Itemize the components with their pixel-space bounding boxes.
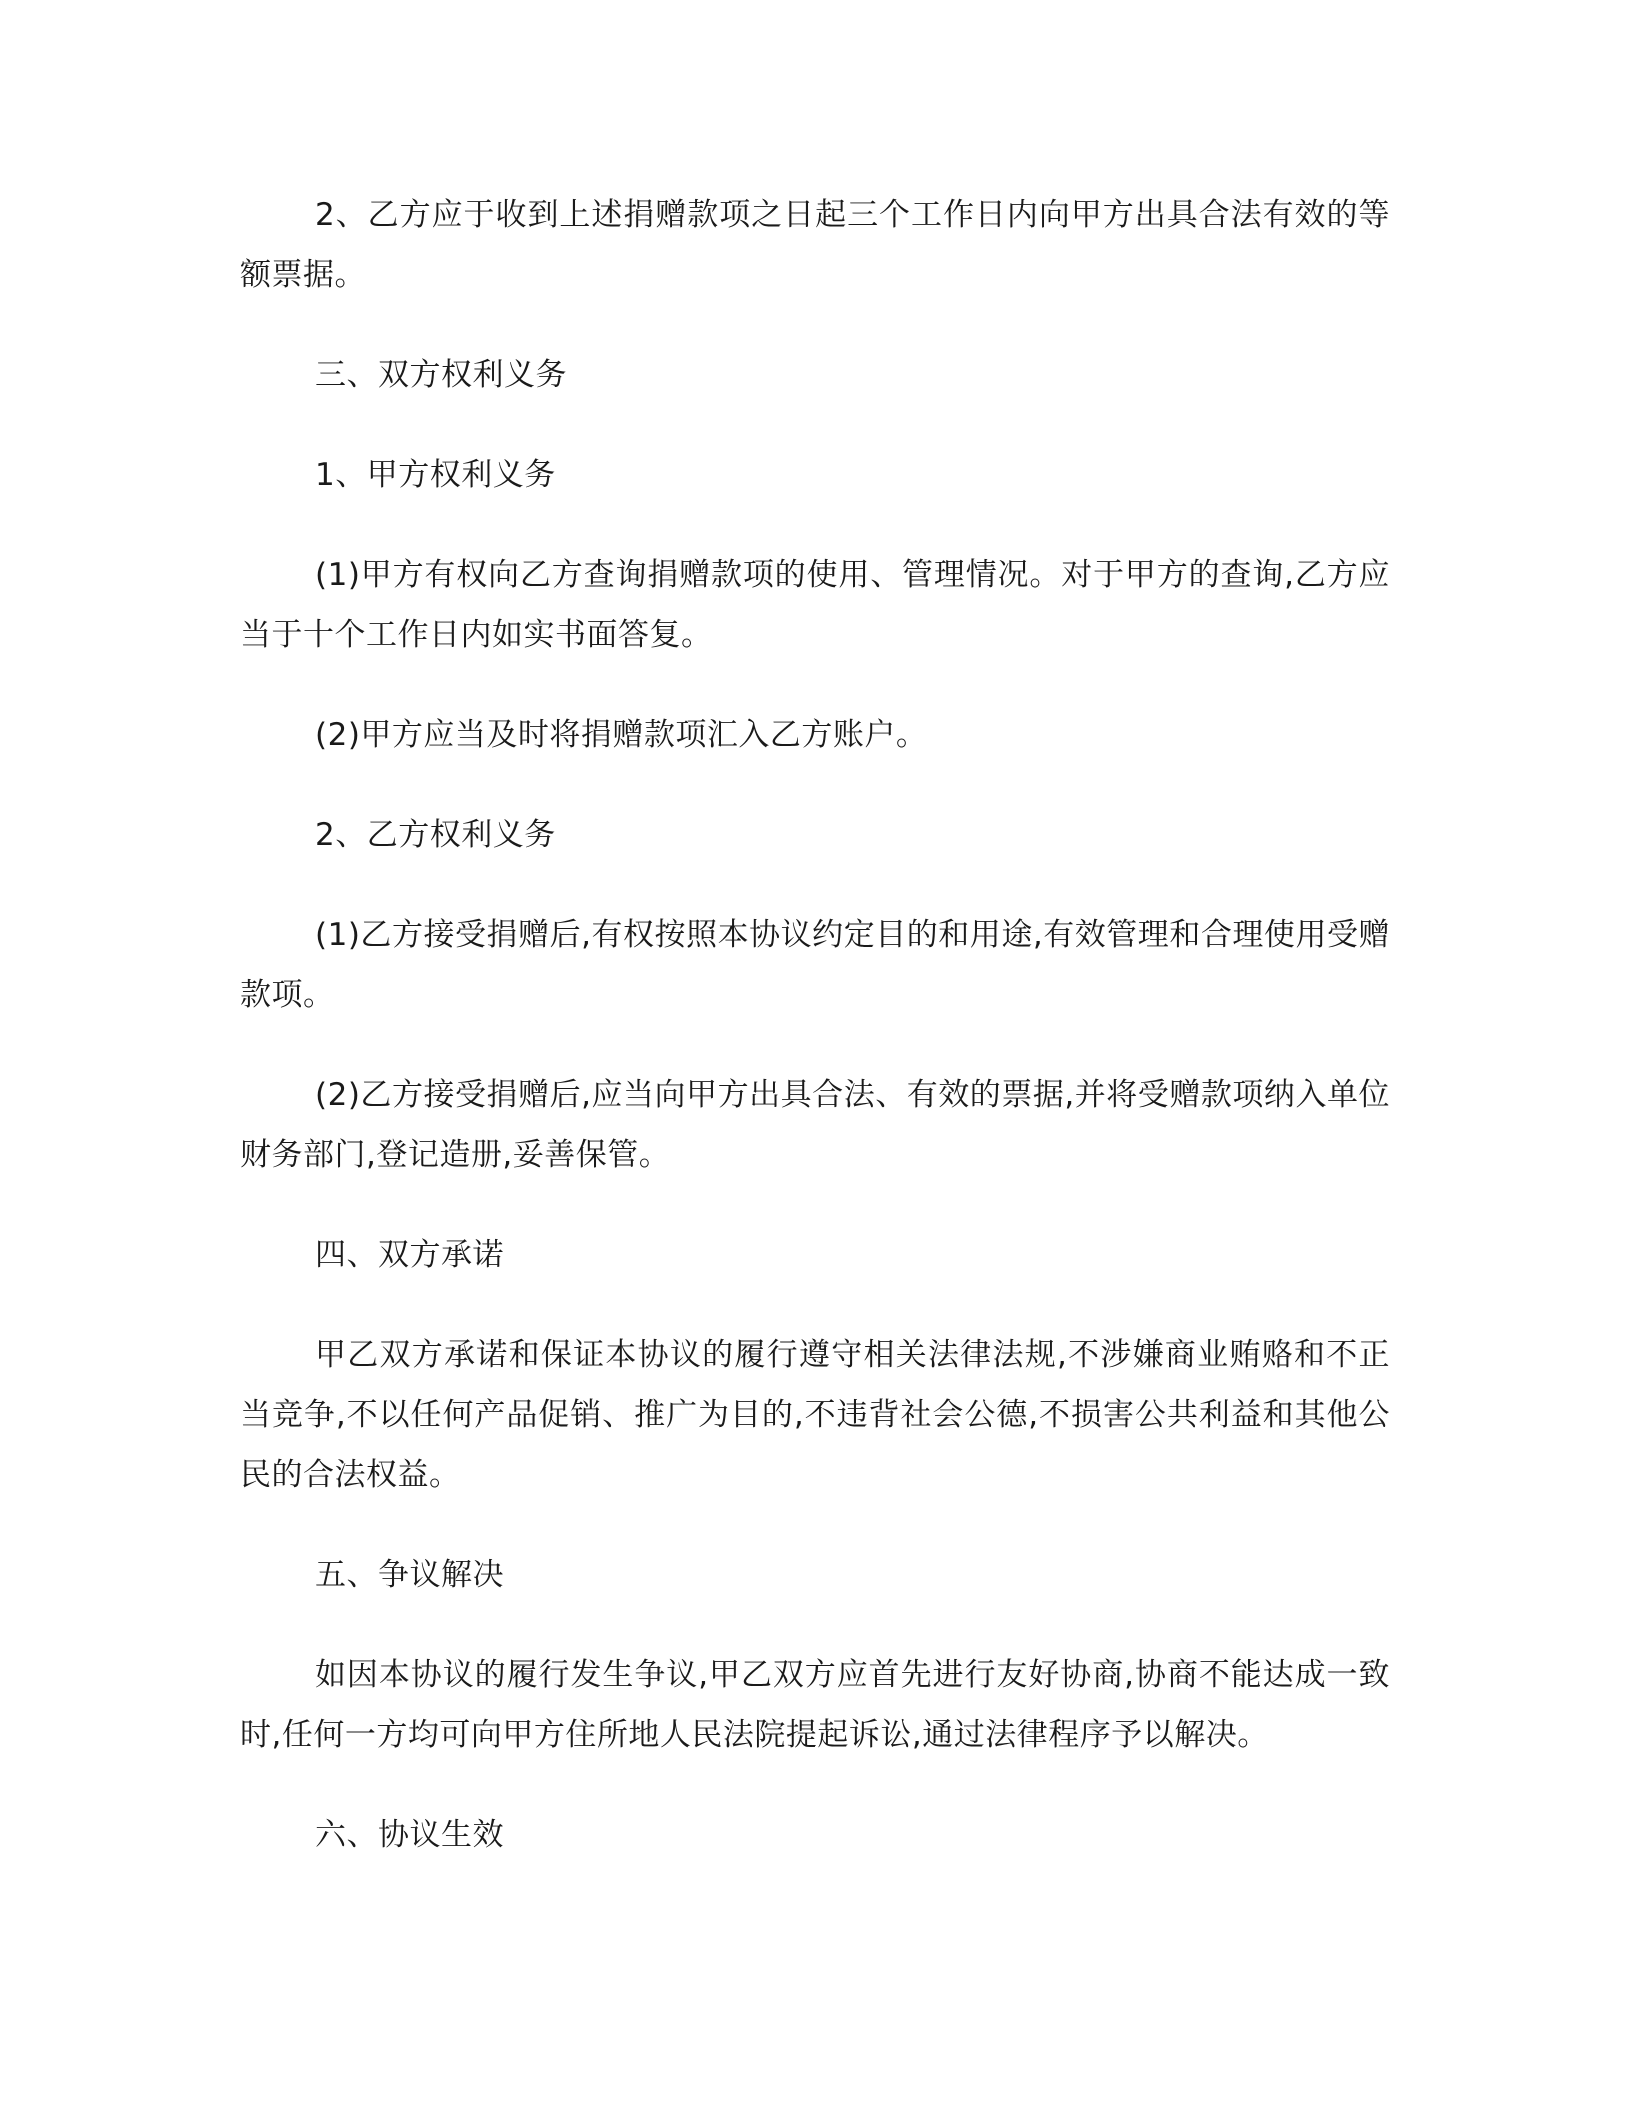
- subheading-party-a-rights: 1、甲方权利义务: [315, 457, 556, 493]
- paragraph-party-a-transfer: (2)甲方应当及时将捐赠款项汇入乙方账户。: [315, 717, 928, 753]
- paragraph-dispute-resolution: 如因本协议的履行发生争议,甲乙双方应首先进行友好协商,协商不能达成一致时,任何一方均可向甲方住所地人民法院提起诉讼,通过法律程序予以解决。: [240, 1657, 1390, 1753]
- section-heading-rights-obligations: 三、双方权利义务: [315, 357, 567, 393]
- paragraph-party-a-inquiry: (1)甲方有权向乙方查询捐赠款项的使用、管理情况。对于甲方的查询,乙方应当于十个工作日内如实书面答复。: [240, 557, 1390, 653]
- section-heading-dispute-resolution: 五、争议解决: [315, 1557, 504, 1593]
- section-heading-commitments: 四、双方承诺: [315, 1237, 504, 1273]
- paragraph-party-b-usage: (1)乙方接受捐赠后,有权按照本协议约定目的和用途,有效管理和合理使用受赠款项。: [240, 917, 1390, 1013]
- section-heading-effectiveness: 六、协议生效: [315, 1817, 504, 1853]
- paragraph-commitments: 甲乙双方承诺和保证本协议的履行遵守相关法律法规,不涉嫌商业贿赂和不正当竞争,不以任何产品促销、推广为目的,不违背社会公德,不损害公共利益和其他公民的合法权益。: [240, 1337, 1390, 1493]
- paragraph-party-b-receipt: (2)乙方接受捐赠后,应当向甲方出具合法、有效的票据,并将受赠款项纳入单位财务部门,登记造册,妥善保管。: [240, 1077, 1390, 1173]
- subheading-party-b-rights: 2、乙方权利义务: [315, 817, 556, 853]
- paragraph-receipt-obligation: 2、乙方应于收到上述捐赠款项之日起三个工作日内向甲方出具合法有效的等额票据。: [240, 197, 1390, 293]
